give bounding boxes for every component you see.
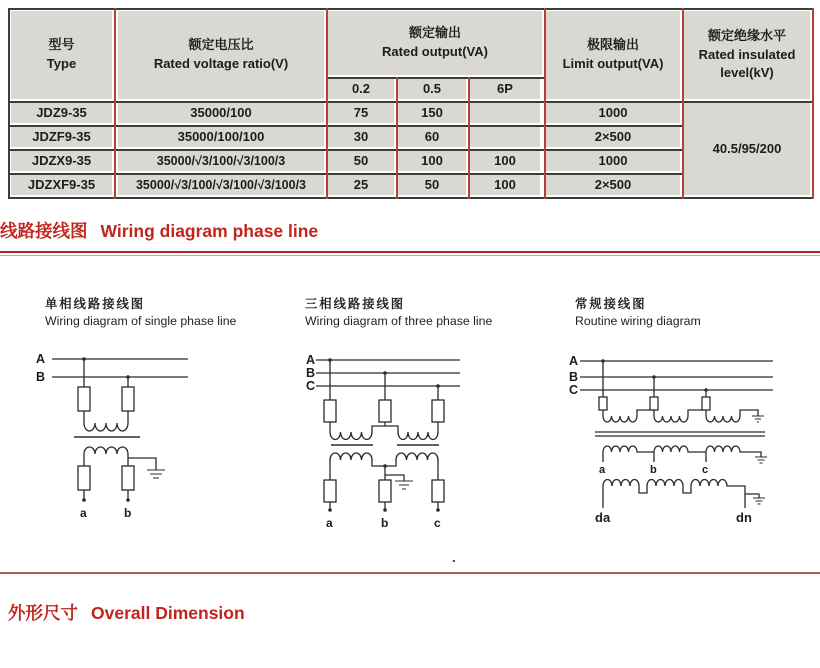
fuse-icon <box>702 397 710 410</box>
header-class-02: 0.2 <box>328 79 394 99</box>
header-ratio-zh: 额定电压比 <box>188 37 254 53</box>
header-type <box>11 11 112 99</box>
table-subdivider-2 <box>468 77 470 199</box>
table-line-row2 <box>8 149 684 151</box>
header-output-zh: 额定输出 <box>408 25 461 41</box>
terminal-label-a: a <box>80 506 87 520</box>
cell-out6p <box>470 103 540 123</box>
terminal-dot <box>328 508 332 512</box>
fuse-icon <box>324 400 336 422</box>
cell-type: JDZXF9-35 <box>11 175 112 195</box>
cell-out02: 25 <box>328 175 394 195</box>
fuse-icon <box>122 466 134 490</box>
terminal-label-a: a <box>599 464 606 476</box>
header-output-en: Rated output(VA) <box>382 44 488 59</box>
header-insulated <box>684 11 810 99</box>
terminal-dot <box>82 498 86 502</box>
header-limit-zh: 极限输出 <box>586 37 639 53</box>
diagram3-title <box>575 296 701 330</box>
phase-label-b: B <box>569 370 579 384</box>
table-line-output-split <box>326 77 545 79</box>
table-border-top <box>8 8 814 10</box>
terminal-label-da: da <box>595 510 611 525</box>
header-class-05: 0.5 <box>398 79 466 99</box>
header-type-en: Type <box>46 56 77 71</box>
cell-ratio: 35000/100/100 <box>118 127 324 147</box>
header-ratio <box>118 11 324 99</box>
diagram3-title-zh: 常规接线图 <box>575 297 647 311</box>
ground-icon <box>147 470 165 478</box>
spec-table <box>8 8 814 200</box>
terminal-label-a: a <box>326 516 333 530</box>
ground-icon <box>752 416 764 422</box>
ground-icon <box>755 457 767 463</box>
diagram2-title-zh: 三相线路接线图 <box>305 297 406 311</box>
cell-type: JDZX9-35 <box>11 151 112 171</box>
neutral-junction-dot <box>383 464 387 468</box>
table-line-header-bottom <box>8 101 814 103</box>
terminal-label-dn: dn <box>736 510 752 525</box>
single-phase-wiring-diagram <box>8 350 268 526</box>
cell-out05: 150 <box>398 103 466 123</box>
diagram2-title <box>305 296 492 330</box>
terminal-label-c: c <box>702 464 709 476</box>
terminal-label-c: c <box>434 516 441 530</box>
terminal-dot <box>126 498 130 502</box>
terminal-dot <box>383 508 387 512</box>
cell-out02: 50 <box>328 151 394 171</box>
header-limit-en: Limit output(VA) <box>562 56 664 71</box>
table-border-left <box>8 8 10 199</box>
phase-label-b: B <box>306 366 316 380</box>
section-dimension-zh: 外形尺寸 <box>8 603 78 623</box>
table-divider-1 <box>114 8 116 199</box>
table-divider-2 <box>326 8 328 199</box>
table-subdivider-1 <box>396 77 398 199</box>
table-divider-4 <box>682 8 684 199</box>
cell-out05: 50 <box>398 175 466 195</box>
cell-insulated-value: 40.5/95/200 <box>684 103 810 195</box>
primary-windings <box>330 426 438 440</box>
table-line-row3 <box>8 173 684 175</box>
diagram1-title <box>45 296 236 330</box>
fuse-icon <box>379 480 391 502</box>
phase-label-b: B <box>36 370 46 384</box>
stray-mark: . <box>452 550 456 565</box>
phase-label-c: C <box>306 379 316 393</box>
cell-type: JDZ9-35 <box>11 103 112 123</box>
header-output <box>328 11 542 75</box>
heading-rule-shadow <box>0 255 820 256</box>
cell-out02: 30 <box>328 127 394 147</box>
section-wiring-en: Wiring diagram phase line <box>100 221 319 241</box>
header-limit <box>546 11 680 99</box>
fuse-icon <box>324 480 336 502</box>
section-heading-wiring <box>0 218 318 243</box>
cell-out05: 60 <box>398 127 466 147</box>
primary-windings <box>603 410 758 422</box>
table-divider-3 <box>544 8 546 199</box>
header-class-6p: 6P <box>470 79 540 99</box>
cell-out05: 100 <box>398 151 466 171</box>
fuse-icon <box>78 387 90 411</box>
fuse-icon <box>78 466 90 490</box>
heading-rule <box>0 251 820 253</box>
terminal-label-b: b <box>381 516 389 530</box>
diagram3-title-en: Routine wiring diagram <box>575 314 701 328</box>
table-line-row1 <box>8 125 684 127</box>
cell-limit: 2×500 <box>546 175 680 195</box>
phase-label-a: A <box>306 353 316 367</box>
header-insulated-zh: 额定绝缘水平 <box>707 27 786 43</box>
fuse-icon <box>379 400 391 422</box>
header-type-zh: 型号 <box>48 37 75 53</box>
section-wiring-zh: 线路接线图 <box>0 221 88 241</box>
ground-icon <box>395 481 413 489</box>
routine-wiring-diagram <box>565 350 817 530</box>
fuse-icon <box>432 400 444 422</box>
diagram1-title-en: Wiring diagram of single phase line <box>45 314 237 328</box>
cell-out6p: 100 <box>470 151 540 171</box>
terminal-dot <box>436 508 440 512</box>
cell-limit: 1000 <box>546 151 680 171</box>
phase-label-a: A <box>36 352 46 366</box>
cell-type: JDZF9-35 <box>11 127 112 147</box>
three-phase-wiring-diagram <box>300 350 560 530</box>
diagram2-title-en: Wiring diagram of three phase line <box>305 314 493 328</box>
fuse-icon <box>432 480 444 502</box>
cell-ratio: 35000/100 <box>118 103 324 123</box>
cell-ratio: 35000/√3/100/√3/100/√3/100/3 <box>118 175 324 195</box>
cell-limit: 2×500 <box>546 127 680 147</box>
phase-label-c: C <box>569 383 579 397</box>
diagram1-title-zh: 单相线路接线图 <box>45 297 146 311</box>
terminal-label-b: b <box>124 506 132 520</box>
section-dimension-en: Overall Dimension <box>91 603 245 623</box>
phase-label-a: A <box>569 354 579 368</box>
fuse-icon <box>599 397 607 410</box>
section-divider-rule <box>0 572 820 574</box>
fuse-icon <box>122 387 134 411</box>
bus-lines <box>580 361 773 390</box>
header-insulated-en1: Rated insulated <box>698 46 796 62</box>
primary-winding <box>84 423 128 431</box>
table-border-right <box>812 8 814 199</box>
cell-out6p: 100 <box>470 175 540 195</box>
bus-lines <box>316 360 460 386</box>
cell-ratio: 35000/√3/100/√3/100/3 <box>118 151 324 171</box>
secondary-windings <box>603 446 761 462</box>
section-heading-dimension <box>8 600 245 625</box>
header-ratio-en: Rated voltage ratio(V) <box>153 56 289 71</box>
cell-out6p <box>470 127 540 147</box>
tertiary-winding <box>603 480 759 509</box>
table-border-bottom <box>8 197 814 199</box>
header-insulated-en2: level(kV) <box>720 65 774 81</box>
terminal-label-b: b <box>650 464 657 476</box>
fuse-icon <box>650 397 658 410</box>
cell-out02: 75 <box>328 103 394 123</box>
ground-icon <box>753 498 765 504</box>
core-lines <box>595 432 765 436</box>
cell-limit: 1000 <box>546 103 680 123</box>
